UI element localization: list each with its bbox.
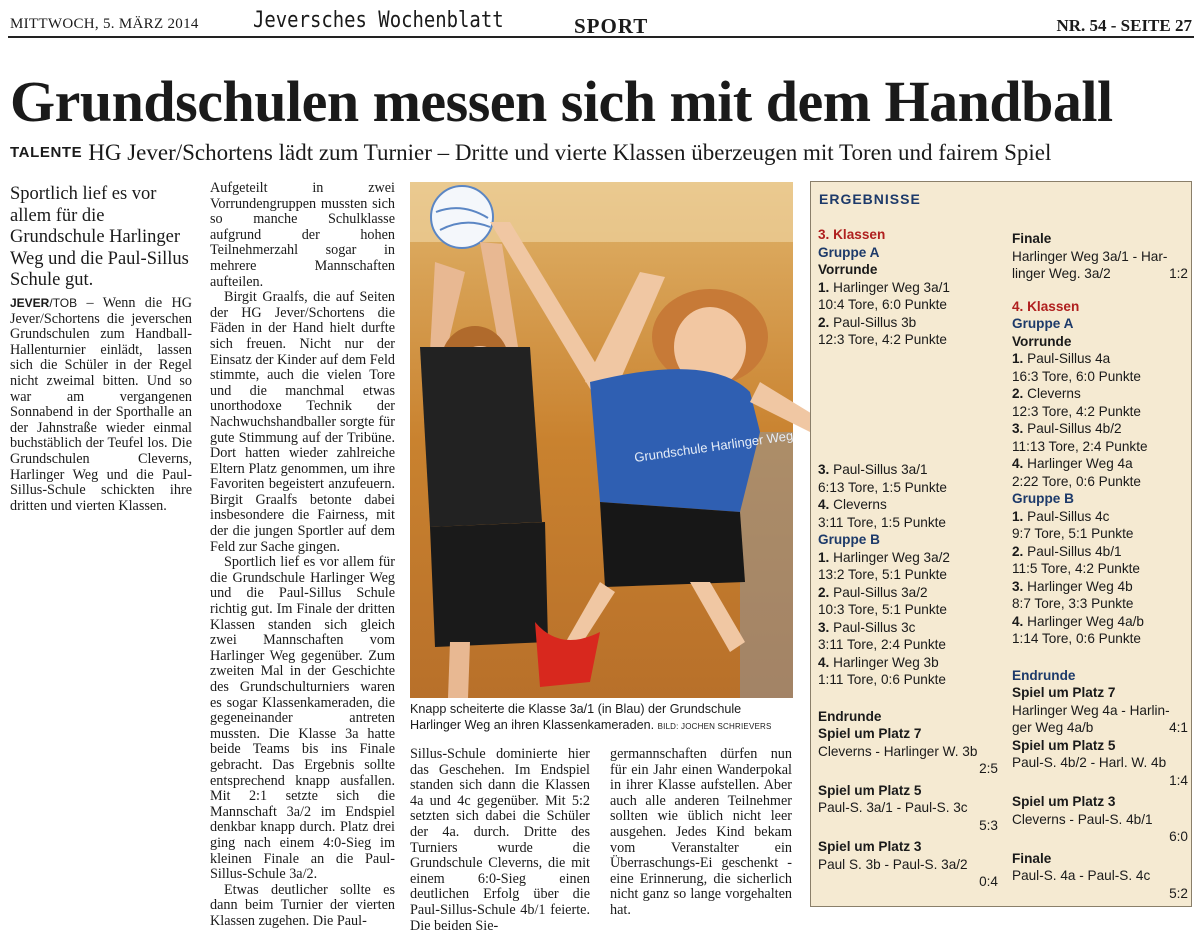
- endrunde-heading: Endrunde: [818, 708, 882, 724]
- kicker-label: TALENTE: [10, 144, 83, 161]
- list-item: 1. Paul-Sillus 4c: [1012, 508, 1110, 524]
- list-item: 3. Paul-Sillus 3c: [818, 619, 916, 635]
- paragraph: Etwas deutlicher sollte es dann beim Turnier der vierten Klassen zugehen. Die Paul-: [210, 881, 395, 929]
- game-score: 5:3: [979, 817, 998, 833]
- handball-photo: [410, 182, 793, 698]
- subheadline-text: HG Jever/Schortens lädt zum Turnier – Dritte und vierte Klassen überzeugen mit Toren und fairem Spiel: [88, 140, 1052, 165]
- results-right-column: [1012, 230, 1188, 902]
- shirt-print: Grundschule Harlinger Weg: [633, 427, 795, 465]
- list-item: 1. Harlinger Weg 3a/2: [818, 549, 950, 565]
- list-item: 1. Paul-Sillus 4a: [1012, 351, 1111, 366]
- page-number: NR. 54 - SEITE 27: [1056, 16, 1192, 35]
- list-item-stats: 11:5 Tore, 4:2 Punkte: [1012, 561, 1140, 576]
- finale-line: linger Weg. 3a/2 1:2: [1012, 266, 1188, 281]
- game-score: 4:1: [1169, 720, 1188, 735]
- masthead: [8, 4, 1194, 38]
- photo-caption: [410, 701, 794, 735]
- list-item-stats: 1:11 Tore, 0:6 Punkte: [818, 672, 946, 687]
- game-score: 0:4: [979, 874, 998, 889]
- list-item-stats: 12:3 Tore, 4:2 Punkte: [1012, 403, 1141, 419]
- list-item: 3. Paul-Sillus 4b/2: [1012, 421, 1122, 436]
- list-item-stats: 3:11 Tore, 1:5 Punkte: [818, 514, 946, 530]
- gruppe-heading: Gruppe B: [818, 532, 880, 547]
- paragraph: Aufgeteilt in zwei Vorrundengruppen mussten sich so manche Schulklasse aufgrund der hohen Teilnehmerzahl sogar in mehrere Mannschaften aufteilen.: [210, 180, 395, 290]
- paragraph: Sportlich lief es vor allem für die Grundschule Harlinger Weg und die Paul-Sillus Schule richtig gut. Im Finale der dritten Klassen standen sich gleich zwei Mannschaften vom Harlinger Weg gegenüber. Zum zweiten Mal in der Geschichte des Grundschulturniers waren es sogar Klassenkameraden, die gegeneinander antreten mussten. Die Klasse 3a hatte beide Teams bis ins Finale gebracht. Das Ergebnis sollte entsprechend knapp ausfallen. Mit 2:1 setzte sich die Mannschaft 3a/2 im Endspiel denkbar knapp durch. Platz drei ging nach einem 4:0-Sieg im kleinen Finale an die Paul-Sillus-Schule 3a/2.: [210, 554, 395, 883]
- dateline: JEVER/TOB: [10, 296, 78, 310]
- game-label: Spiel um Platz 7: [818, 726, 922, 741]
- list-item-stats: 8:7 Tore, 3:3 Punkte: [1012, 596, 1134, 611]
- section-title: SPORT: [574, 14, 649, 38]
- list-item: 4. Cleverns: [818, 497, 887, 512]
- list-item: 2. Paul-Sillus 3a/2: [818, 584, 928, 600]
- gruppe-heading: Gruppe A: [818, 244, 880, 260]
- klasse-heading: 4. Klassen: [1012, 298, 1080, 314]
- article-intro: Sportlich lief es vor allem für die Grundschule Harlinger Weg und die Paul-Sillus Schule gut.: [10, 184, 189, 290]
- list-item: 2. Paul-Sillus 3b: [818, 314, 917, 330]
- results-title: ERGEBNISSE: [819, 191, 921, 207]
- list-item-stats: 6:13 Tore, 1:5 Punkte: [818, 479, 947, 495]
- article-column-4: germannschaften dürfen nun für ein Jahr einen Wanderpokal in ihrer Klasse aufstellen. Aber auch alle anderen Teilnehmer sollten wie üblich nicht leer ausgehen. Jedes Kind bekam vom Veranstalter ein Überraschungs-Ei geschenkt - eine Erinnerung, die sicherlich nicht ganz so lange vorgehalten hat.: [610, 746, 792, 918]
- game-label: Spiel um Platz 5: [818, 782, 922, 798]
- game-label: Spiel um Platz 7: [1012, 685, 1116, 700]
- issue-date: MITTWOCH, 5. MÄRZ 2014: [10, 16, 199, 32]
- finale-line: Paul-S. 4a - Paul-S. 4c: [1012, 868, 1151, 883]
- list-item: 2. Paul-Sillus 4b/1: [1012, 543, 1122, 559]
- list-item: 4. Harlinger Weg 3b: [818, 654, 939, 670]
- endrunde-heading: Endrunde: [1012, 667, 1076, 683]
- game-line: Harlinger Weg 4a - Harlin-: [1012, 702, 1170, 718]
- column-1-text: – Wenn die HG Jever/Schortens die jeverschen Grundschulen zum Handball-Hallenturnier einlädt, lassen sich die Schüler in der Regel nicht zweimal bitten. Und so war am vergangenen Sonnabend in der Sporthalle an der Jahnstraße wieder einmal buchstäblich der Teufel los. Die Grundschulen Cleverns, Harlinger Weg und die Paul-Sillus-Schule schickten ihre dritten und vierten Klassen.: [10, 295, 192, 514]
- game-line: Paul-S. 4b/2 - Harl. W. 4b: [1012, 755, 1167, 770]
- list-item: 3. Harlinger Weg 4b: [1012, 578, 1133, 594]
- list-item-stats: 13:2 Tore, 5:1 Punkte: [818, 567, 947, 582]
- gruppe-heading: Gruppe A: [1012, 316, 1074, 331]
- list-item-stats: 10:4 Tore, 6:0 Punkte: [818, 297, 947, 312]
- game-line: Cleverns - Paul-S. 4b/1: [1012, 811, 1153, 827]
- game-line: ger Weg 4a/b 4:1: [1012, 720, 1188, 735]
- list-item: 3. Paul-Sillus 3a/1: [818, 462, 928, 477]
- list-item-stats: 12:3 Tore, 4:2 Punkte: [818, 332, 947, 347]
- article-column-2: [210, 181, 395, 930]
- newspaper-name: Jeversches Wochenblatt: [253, 8, 504, 33]
- article-column-3: Sillus-Schule dominierte hier das Geschehen. Im Endspiel standen sich dann die Klassen 4a und 4c gegenüber. Mit 5:2 setzten sich dabei die Schüler der 4a. durch. Dritte des Turniers wurde die Grundschule Cleverns, die mit einem 6:0-Sieg einen deutlichen Erfolg über die Paul-Sillus-Schule 4b/1 feierte. Die beiden Sie-: [410, 746, 590, 934]
- game-line: Paul-S. 3a/1 - Paul-S. 3c: [818, 800, 968, 815]
- game-line: Paul S. 3b - Paul-S. 3a/2: [818, 856, 968, 872]
- gruppe-heading: Gruppe B: [1012, 491, 1074, 506]
- article-column-1: [10, 296, 192, 514]
- game-label: Spiel um Platz 5: [1012, 737, 1116, 753]
- finale-heading: Finale: [1012, 231, 1052, 246]
- list-item-stats: 3:11 Tore, 2:4 Punkte: [818, 637, 946, 652]
- list-item-stats: 1:14 Tore, 0:6 Punkte: [1012, 631, 1141, 646]
- game-score: 6:0: [1169, 829, 1188, 844]
- results-3-klassen-continued: [818, 461, 998, 891]
- game-score: 1:4: [1169, 772, 1188, 788]
- game-label: Spiel um Platz 3: [818, 839, 922, 854]
- klasse-heading: 3. Klassen: [818, 227, 886, 242]
- finale-heading: Finale: [1012, 850, 1052, 866]
- results-box: [810, 181, 1192, 907]
- finale-score: 1:2: [1169, 266, 1188, 281]
- photo-credit: BILD: JOCHEN SCHRIEVERS: [657, 722, 772, 731]
- finale-line: Harlinger Weg 3a/1 - Har-: [1012, 248, 1168, 264]
- article-headline: Grundschulen messen sich mit dem Handball: [10, 69, 1113, 134]
- list-item: 4. Harlinger Weg 4a: [1012, 456, 1133, 471]
- list-item-stats: 10:3 Tore, 5:1 Punkte: [818, 602, 947, 617]
- paragraph: Birgit Graalfs, die auf Seiten der HG Jever/Schortens die Fäden in der Hand hielt durfte sich freuen. Nicht nur der Einsatz der Kinder auf dem Feld stimmte, auch die vielen Tore und die manchmal etwas unorthodoxe Technik der Nachwuchshandballer sorgte für gute Stimmung auf der Tribüne. Dort hatten wieder zahlreiche Eltern Platz genommen, um ihre Favoriten begeistert anzufeuern. Birgit Graalfs betonte dabei insbesondere die Fairness, mit der die jungen Sportler auf dem Feld zur Sache gingen.: [210, 289, 395, 555]
- list-item-stats: 2:22 Tore, 0:6 Punkte: [1012, 473, 1141, 489]
- game-line: Cleverns - Harlinger W. 3b: [818, 743, 978, 759]
- caption-text: Knapp scheiterte die Klasse 3a/1 (in Blau) der Grundschule Harlinger Weg an ihren Klassenkameraden.: [410, 702, 742, 732]
- handball-players-illustration: [410, 182, 793, 698]
- list-item: 2. Cleverns: [1012, 386, 1081, 401]
- vorrunde-heading: Vorrunde: [818, 262, 878, 277]
- vorrunde-heading: Vorrunde: [1012, 333, 1072, 349]
- game-label: Spiel um Platz 3: [1012, 794, 1116, 809]
- finale-score: 5:2: [1169, 885, 1188, 901]
- list-item-stats: 16:3 Tore, 6:0 Punkte: [1012, 368, 1141, 384]
- game-score: 2:5: [979, 761, 998, 776]
- article-subheadline: [10, 140, 1051, 166]
- list-item: 4. Harlinger Weg 4a/b: [1012, 613, 1144, 629]
- list-item-stats: 11:13 Tore, 2:4 Punkte: [1012, 438, 1148, 454]
- results-3-klassen-gruppe-a: [818, 226, 998, 349]
- list-item-stats: 9:7 Tore, 5:1 Punkte: [1012, 526, 1134, 541]
- list-item: 1. Harlinger Weg 3a/1: [818, 279, 950, 295]
